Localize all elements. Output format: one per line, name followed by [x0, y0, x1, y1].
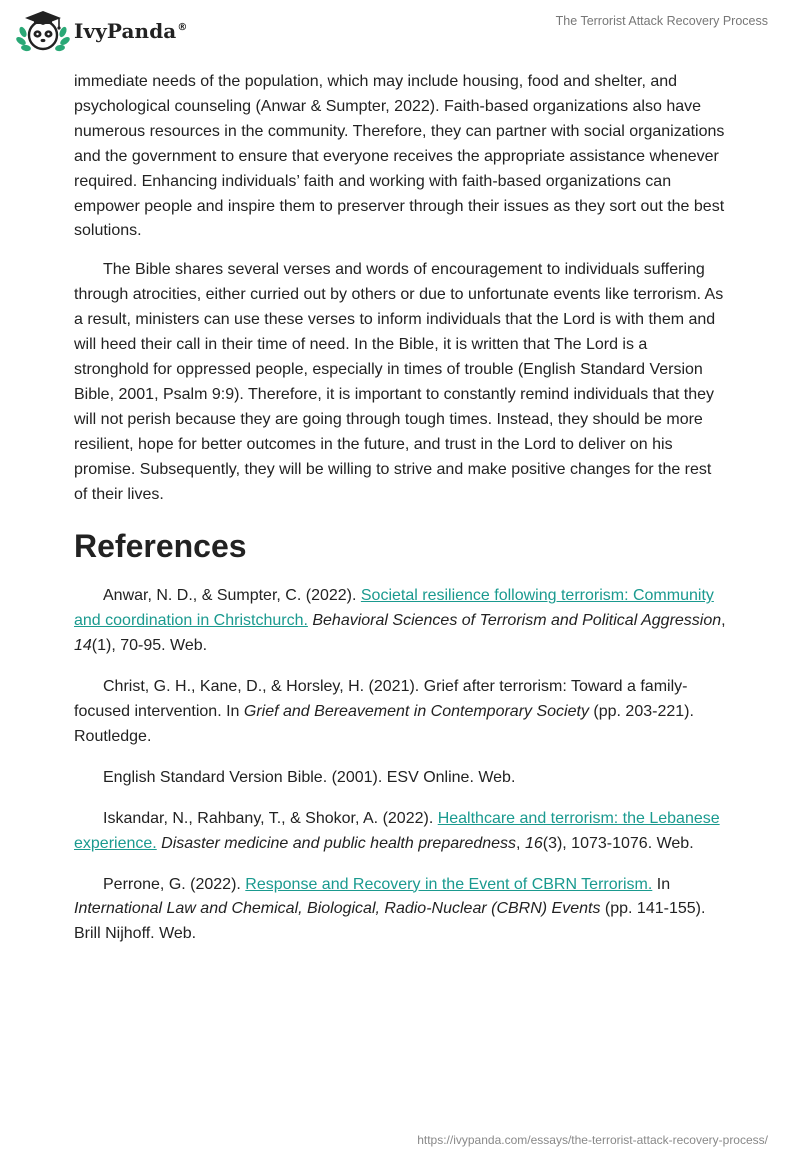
panda-graduate-icon [14, 8, 72, 54]
reference-entry: Anwar, N. D., & Sumpter, C. (2022). Societal resilience following terrorism: Community and coordination in Christchurch. Behavioral Sciences of Terrorism and Political Aggression, 14(1), 70-95. Web. [74, 587, 726, 655]
essay-content [74, 70, 726, 963]
body-paragraph: The Bible shares several verses and words of encouragement to individuals suffering through atrocities, either curried out by others or due to unfortunate events like terrorism. As a result, ministers can use these verses to inform individuals that the Lord is with them and will heed their call in their time of need. In the Bible, it is written that The Lord is a stronghold for oppressed people, especially in times of trouble (English Standard Version Bible, 2001, Psalm 9:9). Therefore, it is important to constantly remind individuals that they will not perish because they are going through tough times. Instead, they should be more resilient, hope for better outcomes in the future, and trust in the Lord to deliver on his promise. Subsequently, they will be willing to strive and make positive changes for the rest of their lives. [74, 261, 724, 503]
reference-link[interactable]: Healthcare and terrorism: the Lebanese experience. [74, 809, 720, 852]
page-header [0, 0, 800, 60]
reference-entry: English Standard Version Bible. (2001). ESV Online. Web. [103, 768, 516, 786]
document-title: The Terrorist Attack Recovery Process [555, 14, 768, 28]
body-paragraph: immediate needs of the population, which may include housing, food and shelter, and psychological counseling (Anwar & Sumpter, 2022). Faith-based organizations also have numerous resources in the community. Therefore, they can partner with social organizations and the government to ensure that everyone receives the appropriate assistance whenever required. Enhancing individuals’ faith and working with faith-based organizations can empower people and inspire them to preserver through their issues as they sort out the best solutions. [74, 73, 725, 240]
references-heading: References [74, 528, 247, 565]
reference-link[interactable]: Societal resilience following terrorism: Community and coordination in Christchurch. [74, 587, 714, 630]
reference-link[interactable]: Response and Recovery in the Event of CBRN Terrorism. [245, 875, 653, 893]
logo-wordmark: IvyPanda® [74, 19, 188, 43]
reference-entry: Iskandar, N., Rahbany, T., & Shokor, A. (2022). Healthcare and terrorism: the Lebanese experience. Disaster medicine and public health preparedness, 16(3), 1073-1076. Web. [74, 809, 720, 852]
reference-entry: Perrone, G. (2022). Response and Recovery in the Event of CBRN Terrorism. In International Law and Chemical, Biological, Radio-Nuclear (CBRN) Events (pp. 141-155). Brill Nijhoff. Web. [74, 875, 706, 943]
ivypanda-logo[interactable] [14, 8, 187, 54]
reference-entry: Christ, G. H., Kane, D., & Horsley, H. (2021). Grief after terrorism: Toward a family-focused intervention. In Grief and Bereavement in Contemporary Society (pp. 203-221). Routledge. [74, 678, 694, 745]
page-url: https://ivypanda.com/essays/the-terrorist-attack-recovery-process/ [417, 1133, 768, 1147]
